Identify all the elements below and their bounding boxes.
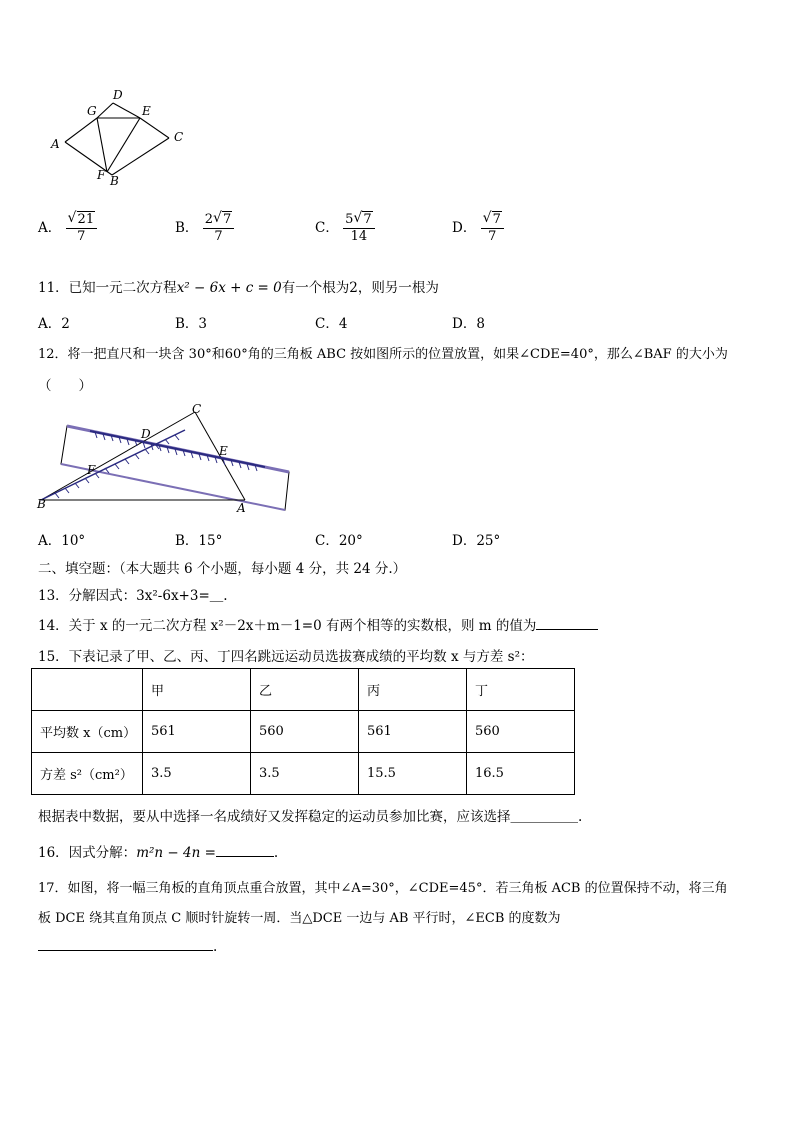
label-B: B bbox=[37, 497, 46, 511]
q11-option-d: D．8 bbox=[452, 316, 485, 332]
q11-question: 11．已知一元二次方程x² − 6x + c = 0有一个根为2，则另一根为 bbox=[38, 280, 439, 296]
q12-paren: （ ） bbox=[38, 378, 92, 394]
q12-option-a: A．10° bbox=[38, 533, 86, 549]
q12-option-d: D．25° bbox=[452, 533, 501, 549]
q10-option-d: D． √ 7 7 bbox=[452, 212, 504, 245]
q13-question: 13．分解因式：3x²-6x+3=＿. bbox=[38, 588, 228, 604]
edge-FE bbox=[107, 118, 140, 172]
q14-question: 14．关于 x 的一元二次方程 x²－2x＋m－1=0 有两个相等的实数根，则 m 的值为 bbox=[38, 614, 598, 634]
label-D: D bbox=[113, 88, 123, 102]
edge-DE bbox=[113, 103, 140, 118]
q12-question: 12．将一把直尺和一块含 30°和60°角的三角板 ABC 按如图所示的位置放置，如果∠CDE=40°，那么∠BAF 的大小为 bbox=[38, 347, 728, 362]
edge-CB bbox=[112, 138, 169, 175]
q17-line2: 板 DCE 绕其直角顶点 C 顺时针旋转一周．当△DCE 一边与 AB 平行时，∠ECB 的度数为 bbox=[38, 911, 561, 926]
q10-option-b: B． 2 √ 7 7 bbox=[175, 212, 234, 245]
label-G: G bbox=[87, 104, 97, 118]
edge-GD bbox=[97, 103, 113, 118]
q11-option-a: A．2 bbox=[38, 316, 70, 332]
q15-table bbox=[31, 668, 575, 795]
edge-AG bbox=[65, 118, 97, 142]
q10-option-c: C． 5 √ 7 14 bbox=[315, 212, 375, 245]
q15-question: 15．下表记录了甲、乙、丙、丁四名跳远运动员选拔赛成绩的平均数 x 与方差 s²： bbox=[38, 649, 534, 665]
label-E: E bbox=[142, 104, 151, 118]
q10-option-a: A． √ 21 7 bbox=[38, 212, 97, 245]
table-row: 方差 s²（cm²） 3.5 3.5 15.5 16.5 bbox=[32, 753, 575, 795]
label-A: A bbox=[51, 137, 60, 151]
label-C: C bbox=[192, 402, 202, 416]
q11-option-b: B．3 bbox=[175, 316, 208, 332]
q15-followup: 根据表中数据，要从中选择一名成绩好又发挥稳定的运动员参加比赛，应该选择＿＿＿＿＿. bbox=[38, 809, 583, 825]
table-header-row: 甲 乙 丙 丁 bbox=[32, 669, 575, 711]
figure-q12 bbox=[35, 400, 295, 518]
edge-GF bbox=[97, 118, 107, 172]
q12-option-c: C．20° bbox=[315, 533, 363, 549]
q17-line1: 17．如图，将一幅三角板的直角顶点重合放置，其中∠A=30°，∠CDE=45°．若三角板 ACB 的位置保持不动，将三角 bbox=[38, 881, 728, 896]
edge-EC bbox=[140, 118, 169, 138]
label-C: C bbox=[174, 130, 184, 144]
label-F: F bbox=[97, 168, 106, 182]
q16-question: 16．因式分解：m²n − 4n = . bbox=[38, 845, 279, 861]
table-row: 平均数 x（cm） 561 560 561 560 bbox=[32, 711, 575, 753]
label-D: D bbox=[141, 427, 151, 441]
q11-option-c: C．4 bbox=[315, 316, 348, 332]
q12-option-b: B．15° bbox=[175, 533, 223, 549]
label-F: F bbox=[87, 463, 96, 477]
label-A: A bbox=[237, 501, 246, 515]
label-E: E bbox=[219, 444, 228, 458]
figure-q10 bbox=[45, 85, 195, 190]
label-B: B bbox=[110, 174, 119, 188]
section-heading: 二、填空题：（本大题共 6 个小题，每小题 4 分，共 24 分.） bbox=[38, 561, 407, 577]
q17-answer-blank: . bbox=[38, 939, 217, 955]
